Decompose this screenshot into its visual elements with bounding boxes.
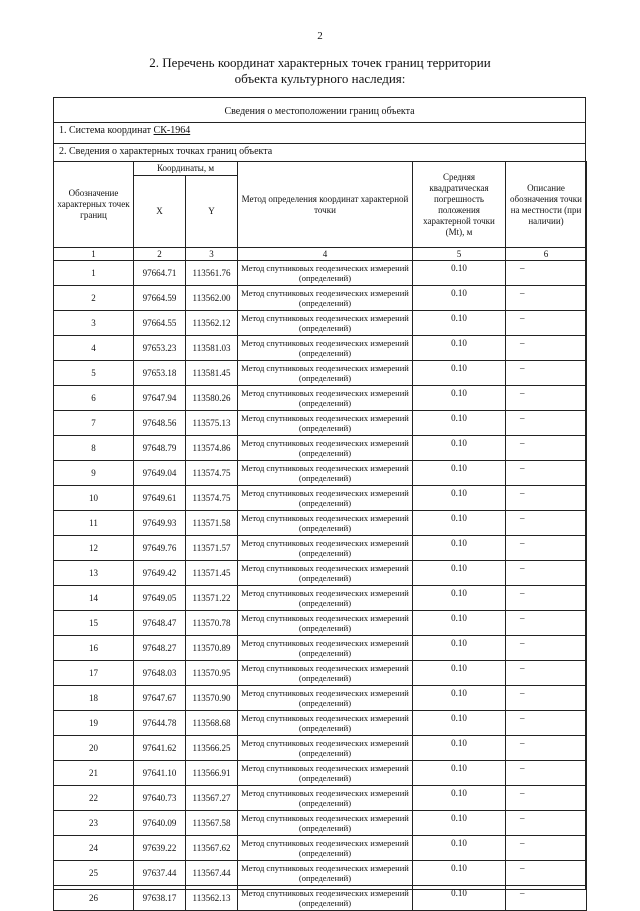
method-cell: Метод спутниковых геодезических измерений (определений): [238, 336, 413, 361]
method-cell: Метод спутниковых геодезических измерений (определений): [238, 886, 413, 911]
method-cell: Метод спутниковых геодезических измерений (определений): [238, 261, 413, 286]
point-number-cell: 25: [54, 861, 134, 886]
accuracy-cell: 0.10: [413, 886, 506, 911]
description-cell: –: [506, 636, 587, 661]
method-cell: Метод спутниковых геодезических измерений (определений): [238, 661, 413, 686]
description-cell: –: [506, 461, 587, 486]
point-number-cell: 19: [54, 711, 134, 736]
description-cell: –: [506, 536, 587, 561]
x-coordinate-cell: 97648.79: [134, 436, 186, 461]
method-cell: Метод спутниковых геодезических измерений (определений): [238, 636, 413, 661]
method-cell: Метод спутниковых геодезических измерений (определений): [238, 411, 413, 436]
table-row: [54, 511, 587, 536]
y-coordinate-cell: 113567.62: [186, 836, 238, 861]
accuracy-cell: 0.10: [413, 836, 506, 861]
method-cell: Метод спутниковых геодезических измерений (определений): [238, 686, 413, 711]
x-coordinate-cell: 97664.71: [134, 261, 186, 286]
method-cell: Метод спутниковых геодезических измерений (определений): [238, 386, 413, 411]
section-header: Сведения о местоположении границ объекта: [53, 104, 586, 120]
accuracy-cell: 0.10: [413, 586, 506, 611]
point-number-cell: 13: [54, 561, 134, 586]
point-number-cell: 21: [54, 761, 134, 786]
table-row: [54, 811, 587, 836]
point-number-cell: 5: [54, 361, 134, 386]
point-number-cell: 8: [54, 436, 134, 461]
accuracy-cell: 0.10: [413, 661, 506, 686]
x-coordinate-cell: 97649.05: [134, 586, 186, 611]
x-coordinate-cell: 97648.27: [134, 636, 186, 661]
accuracy-cell: 0.10: [413, 611, 506, 636]
method-cell: Метод спутниковых геодезических измерений (определений): [238, 286, 413, 311]
description-cell: –: [506, 886, 587, 911]
table-row: [54, 611, 587, 636]
method-cell: Метод спутниковых геодезических измерений (определений): [238, 861, 413, 886]
document-title: [0, 55, 640, 87]
point-number-cell: 15: [54, 611, 134, 636]
description-cell: –: [506, 361, 587, 386]
y-coordinate-cell: 113566.91: [186, 761, 238, 786]
method-cell: Метод спутниковых геодезических измерений (определений): [238, 586, 413, 611]
table-row: [54, 786, 587, 811]
description-cell: –: [506, 311, 587, 336]
point-number-cell: 4: [54, 336, 134, 361]
y-coordinate-cell: 113567.27: [186, 786, 238, 811]
accuracy-cell: 0.10: [413, 311, 506, 336]
table-row: [54, 461, 587, 486]
description-cell: –: [506, 786, 587, 811]
x-coordinate-cell: 97649.93: [134, 511, 186, 536]
accuracy-cell: 0.10: [413, 536, 506, 561]
x-coordinate-cell: 97649.04: [134, 461, 186, 486]
coordinates-table: [53, 161, 587, 911]
x-coordinate-cell: 97638.17: [134, 886, 186, 911]
table-row: [54, 311, 587, 336]
table-body: [54, 261, 587, 911]
accuracy-cell: 0.10: [413, 486, 506, 511]
x-coordinate-cell: 97664.59: [134, 286, 186, 311]
coord-system-row: [53, 122, 586, 140]
y-coordinate-cell: 113567.58: [186, 811, 238, 836]
point-number-cell: 10: [54, 486, 134, 511]
y-coordinate-cell: 113581.03: [186, 336, 238, 361]
accuracy-cell: 0.10: [413, 686, 506, 711]
point-number-cell: 14: [54, 586, 134, 611]
method-cell: Метод спутниковых геодезических измерений (определений): [238, 836, 413, 861]
method-cell: Метод спутниковых геодезических измерений (определений): [238, 436, 413, 461]
y-coordinate-cell: 113571.57: [186, 536, 238, 561]
y-coordinate-cell: 113580.26: [186, 386, 238, 411]
x-coordinate-cell: 97641.10: [134, 761, 186, 786]
y-coordinate-cell: 113562.00: [186, 286, 238, 311]
point-number-cell: 26: [54, 886, 134, 911]
accuracy-cell: 0.10: [413, 461, 506, 486]
y-coordinate-cell: 113566.25: [186, 736, 238, 761]
y-coordinate-cell: 113571.22: [186, 586, 238, 611]
accuracy-cell: 0.10: [413, 386, 506, 411]
accuracy-cell: 0.10: [413, 761, 506, 786]
column-header-x: X: [134, 176, 186, 248]
table-row: [54, 336, 587, 361]
x-coordinate-cell: 97649.61: [134, 486, 186, 511]
table-row: [54, 386, 587, 411]
y-coordinate-cell: 113570.95: [186, 661, 238, 686]
y-coordinate-cell: 113567.44: [186, 861, 238, 886]
accuracy-cell: 0.10: [413, 261, 506, 286]
accuracy-cell: 0.10: [413, 736, 506, 761]
accuracy-cell: 0.10: [413, 336, 506, 361]
table-row: [54, 361, 587, 386]
description-cell: –: [506, 436, 587, 461]
accuracy-cell: 0.10: [413, 711, 506, 736]
description-cell: –: [506, 661, 587, 686]
point-number-cell: 11: [54, 511, 134, 536]
accuracy-cell: 0.10: [413, 811, 506, 836]
column-header-coords: Координаты, м: [134, 162, 238, 176]
description-cell: –: [506, 411, 587, 436]
table-row: [54, 836, 587, 861]
description-cell: –: [506, 511, 587, 536]
x-coordinate-cell: 97648.47: [134, 611, 186, 636]
column-number: 1: [54, 248, 134, 261]
column-header-y: Y: [186, 176, 238, 248]
accuracy-cell: 0.10: [413, 861, 506, 886]
y-coordinate-cell: 113581.45: [186, 361, 238, 386]
point-number-cell: 6: [54, 386, 134, 411]
point-number-cell: 17: [54, 661, 134, 686]
description-cell: –: [506, 336, 587, 361]
method-cell: Метод спутниковых геодезических измерений (определений): [238, 311, 413, 336]
method-cell: Метод спутниковых геодезических измерений (определений): [238, 561, 413, 586]
method-cell: Метод спутниковых геодезических измерений (определений): [238, 461, 413, 486]
method-cell: Метод спутниковых геодезических измерений (определений): [238, 711, 413, 736]
accuracy-cell: 0.10: [413, 636, 506, 661]
description-cell: –: [506, 761, 587, 786]
description-cell: –: [506, 611, 587, 636]
title-line-1: 2. Перечень координат характерных точек границ территории: [149, 55, 491, 70]
accuracy-cell: 0.10: [413, 411, 506, 436]
page-number: 2: [317, 30, 323, 42]
column-number: 6: [506, 248, 587, 261]
coord-system-label: 1. Система координат: [59, 125, 154, 136]
table-row: [54, 486, 587, 511]
x-coordinate-cell: 97648.03: [134, 661, 186, 686]
table-row: [54, 261, 587, 286]
x-coordinate-cell: 97664.55: [134, 311, 186, 336]
y-coordinate-cell: 113562.12: [186, 311, 238, 336]
table-row: [54, 411, 587, 436]
method-cell: Метод спутниковых геодезических измерений (определений): [238, 536, 413, 561]
y-coordinate-cell: 113575.13: [186, 411, 238, 436]
x-coordinate-cell: 97647.94: [134, 386, 186, 411]
description-cell: –: [506, 586, 587, 611]
accuracy-cell: 0.10: [413, 361, 506, 386]
column-number: 3: [186, 248, 238, 261]
y-coordinate-cell: 113568.68: [186, 711, 238, 736]
table-row: [54, 886, 587, 911]
y-coordinate-cell: 113562.13: [186, 886, 238, 911]
x-coordinate-cell: 97640.09: [134, 811, 186, 836]
description-cell: –: [506, 486, 587, 511]
table-row: [54, 711, 587, 736]
x-coordinate-cell: 97644.78: [134, 711, 186, 736]
table-row: [54, 636, 587, 661]
column-number: 2: [134, 248, 186, 261]
table-row: [54, 686, 587, 711]
point-number-cell: 9: [54, 461, 134, 486]
description-cell: –: [506, 286, 587, 311]
x-coordinate-cell: 97653.23: [134, 336, 186, 361]
accuracy-cell: 0.10: [413, 436, 506, 461]
method-cell: Метод спутниковых геодезических измерений (определений): [238, 811, 413, 836]
coord-system-value: СК-1964: [153, 125, 191, 136]
accuracy-cell: 0.10: [413, 786, 506, 811]
y-coordinate-cell: 113571.45: [186, 561, 238, 586]
method-cell: Метод спутниковых геодезических измерений (определений): [238, 511, 413, 536]
column-header-accuracy: Средняя квадратическая погрешность положения характерной точки (Mt), м: [413, 162, 506, 248]
method-cell: Метод спутниковых геодезических измерений (определений): [238, 361, 413, 386]
y-coordinate-cell: 113561.76: [186, 261, 238, 286]
description-cell: –: [506, 836, 587, 861]
y-coordinate-cell: 113571.58: [186, 511, 238, 536]
x-coordinate-cell: 97649.42: [134, 561, 186, 586]
x-coordinate-cell: 97641.62: [134, 736, 186, 761]
y-coordinate-cell: 113570.78: [186, 611, 238, 636]
description-cell: –: [506, 811, 587, 836]
description-cell: –: [506, 686, 587, 711]
table-row: [54, 536, 587, 561]
y-coordinate-cell: 113574.75: [186, 486, 238, 511]
point-number-cell: 23: [54, 811, 134, 836]
point-number-cell: 2: [54, 286, 134, 311]
point-number-cell: 12: [54, 536, 134, 561]
column-number: 4: [238, 248, 413, 261]
table-row: [54, 761, 587, 786]
table-row: [54, 586, 587, 611]
table-row: [54, 661, 587, 686]
column-header-method: Метод определения координат характерной точки: [238, 162, 413, 248]
description-cell: –: [506, 561, 587, 586]
table-row: [54, 736, 587, 761]
method-cell: Метод спутниковых геодезических измерений (определений): [238, 786, 413, 811]
point-number-cell: 7: [54, 411, 134, 436]
method-cell: Метод спутниковых геодезических измерений (определений): [238, 761, 413, 786]
description-cell: –: [506, 736, 587, 761]
table-row: [54, 286, 587, 311]
x-coordinate-cell: 97649.76: [134, 536, 186, 561]
x-coordinate-cell: 97639.22: [134, 836, 186, 861]
point-number-cell: 18: [54, 686, 134, 711]
point-number-cell: 3: [54, 311, 134, 336]
point-number-cell: 16: [54, 636, 134, 661]
point-number-cell: 20: [54, 736, 134, 761]
y-coordinate-cell: 113570.89: [186, 636, 238, 661]
description-cell: –: [506, 861, 587, 886]
accuracy-cell: 0.10: [413, 561, 506, 586]
y-coordinate-cell: 113570.90: [186, 686, 238, 711]
x-coordinate-cell: 97640.73: [134, 786, 186, 811]
y-coordinate-cell: 113574.75: [186, 461, 238, 486]
description-cell: –: [506, 261, 587, 286]
table-row: [54, 561, 587, 586]
column-header-point: Обозначение характерных точек границ: [54, 162, 134, 248]
x-coordinate-cell: 97647.67: [134, 686, 186, 711]
y-coordinate-cell: 113574.86: [186, 436, 238, 461]
accuracy-cell: 0.10: [413, 286, 506, 311]
column-header-description: Описание обозначения точки на местности (при наличии): [506, 162, 587, 248]
method-cell: Метод спутниковых геодезических измерений (определений): [238, 736, 413, 761]
method-cell: Метод спутниковых геодезических измерений (определений): [238, 486, 413, 511]
description-cell: –: [506, 711, 587, 736]
point-number-cell: 1: [54, 261, 134, 286]
x-coordinate-cell: 97653.18: [134, 361, 186, 386]
column-number: 5: [413, 248, 506, 261]
x-coordinate-cell: 97648.56: [134, 411, 186, 436]
accuracy-cell: 0.10: [413, 511, 506, 536]
table-row: [54, 436, 587, 461]
points-header: 2. Сведения о характерных точках границ объекта: [53, 143, 586, 161]
point-number-cell: 24: [54, 836, 134, 861]
title-line-2: объекта культурного наследия:: [234, 71, 406, 86]
method-cell: Метод спутниковых геодезических измерений (определений): [238, 611, 413, 636]
table-row: [54, 861, 587, 886]
description-cell: –: [506, 386, 587, 411]
x-coordinate-cell: 97637.44: [134, 861, 186, 886]
point-number-cell: 22: [54, 786, 134, 811]
